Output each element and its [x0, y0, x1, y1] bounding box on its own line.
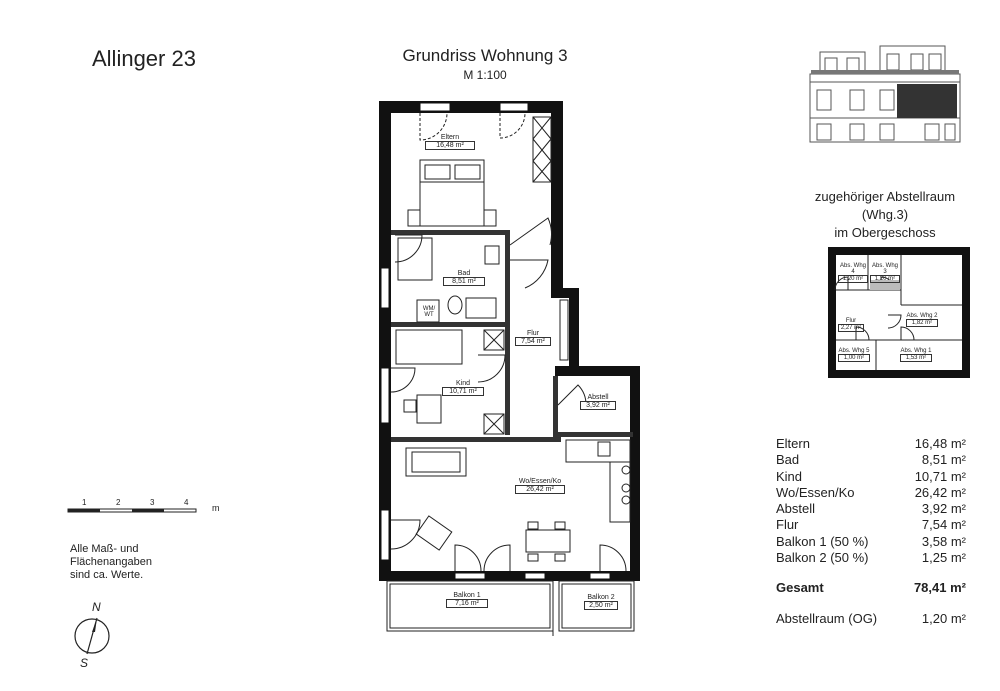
room-balkon1 — [446, 592, 488, 608]
storage-cell-flur — [838, 318, 864, 332]
wall — [379, 101, 563, 113]
storage-cell-w5 — [838, 348, 870, 362]
area-row — [776, 485, 966, 501]
area-value: 3,92 m² — [921, 501, 966, 517]
scale-tick: 3 — [150, 498, 155, 507]
storage-cell-name: Abs. Whg 4 — [839, 263, 866, 275]
storage-cell-w2 — [906, 313, 938, 327]
storage-cell-name: Abs. Whg 3 — [871, 263, 898, 275]
storage-cell-area: 1,82 m² — [906, 319, 938, 327]
area-value: 3,58 m² — [921, 533, 966, 549]
storage-cell-area: 1,20 m² — [870, 275, 900, 283]
storage-cell-area: 1,20 m² — [838, 275, 868, 283]
address-title: Allinger 23 — [92, 46, 196, 71]
room-balkon2 — [584, 594, 618, 610]
room-area: 26,42 m² — [515, 485, 565, 494]
floor-plan — [370, 95, 670, 640]
room-name: Flur — [526, 330, 540, 337]
room-name: Eltern — [440, 134, 460, 141]
area-total-value: 78,41 m² — [913, 580, 966, 596]
storage-cell-area: 1,00 m² — [838, 354, 870, 362]
area-value: 1,25 m² — [921, 550, 966, 566]
area-label: Balkon 2 (50 %) — [776, 550, 869, 566]
storage-cell-w4 — [838, 263, 868, 283]
area-row — [776, 534, 966, 550]
compass-south: S — [80, 656, 89, 670]
compass — [66, 600, 126, 670]
area-row — [776, 550, 966, 566]
area-label: Bad — [776, 452, 800, 468]
plan-title: Grundriss Wohnung 3 — [402, 46, 568, 65]
measurement-note — [70, 543, 152, 582]
room-name: Kind — [455, 380, 470, 387]
room-name: Bad — [457, 270, 471, 277]
building-facade-image — [805, 44, 965, 144]
room-eltern — [425, 134, 475, 150]
wall — [630, 366, 640, 581]
storage-cell-area: 1,53 m² — [900, 354, 932, 362]
room-name: Balkon 2 — [587, 594, 615, 601]
scale-tick: 1 — [82, 498, 87, 507]
storage-cell-name: Abs. Whg 2 — [906, 313, 938, 319]
area-og-row — [776, 611, 966, 627]
room-name: Balkon 1 — [453, 592, 481, 599]
area-table — [776, 436, 966, 627]
room-area: 7,16 m² — [446, 599, 488, 608]
storage-heading-line2: (Whg.3) — [861, 207, 909, 222]
storage-cell-name: Abs. Whg 5 — [838, 348, 870, 354]
room-name: Abstell — [587, 394, 609, 401]
area-label: Wo/Essen/Ko — [776, 484, 855, 500]
area-row — [776, 517, 966, 533]
room-abstell — [580, 394, 616, 410]
area-value: 8,51 m² — [921, 452, 966, 468]
room-name: Wo/Essen/Ko — [518, 478, 562, 485]
room-kind — [442, 380, 484, 396]
storage-cell-area: 2,27 m² — [838, 324, 864, 332]
area-total-label: Gesamt — [776, 580, 824, 596]
storage-cell-w1 — [900, 348, 932, 362]
area-row — [776, 501, 966, 517]
compass-north: N — [92, 600, 101, 614]
note-line: Flächenangaben — [70, 556, 152, 568]
scale-tick: 2 — [116, 498, 121, 507]
wall — [379, 101, 391, 581]
area-label: Kind — [776, 468, 803, 484]
wall — [569, 288, 579, 366]
room-bad — [443, 270, 485, 286]
plan-scale: M 1:100 — [463, 68, 507, 82]
storage-cell-name: Abs. Whg 1 — [900, 348, 932, 354]
wall — [555, 366, 640, 376]
area-row — [776, 469, 966, 485]
storage-heading-line1: zugehöriger Abstellraum — [814, 189, 956, 204]
room-wm: WM/ WT — [422, 306, 436, 318]
area-value: 16,48 m² — [914, 436, 966, 451]
area-row — [776, 452, 966, 468]
room-area: 3,92 m² — [580, 401, 616, 410]
area-value: 26,42 m² — [914, 484, 966, 500]
area-value: 10,71 m² — [914, 468, 966, 484]
room-area: 8,51 m² — [443, 277, 485, 286]
scale-bar — [66, 498, 226, 523]
area-value: 7,54 m² — [921, 517, 966, 533]
storage-heading-line3: im Obergeschoss — [834, 225, 936, 240]
room-area: 7,54 m² — [515, 337, 551, 346]
storage-cell-w3 — [870, 263, 900, 283]
area-label: Abstell — [776, 501, 816, 517]
storage-cell-name: Flur — [845, 318, 857, 324]
room-area: 10,71 m² — [442, 387, 484, 396]
wall — [551, 101, 563, 291]
room-area: 16,48 m² — [425, 141, 475, 150]
area-label: Eltern — [776, 436, 810, 451]
area-og-label: Abstellraum (OG) — [776, 610, 878, 626]
storage-heading — [800, 188, 970, 242]
room-flur — [515, 330, 551, 346]
area-total-row — [776, 580, 966, 596]
area-label: Flur — [776, 517, 799, 533]
room-wohnen — [515, 478, 565, 494]
area-og-value: 1,20 m² — [921, 610, 966, 626]
room-area: 2,50 m² — [584, 601, 618, 610]
area-row — [776, 436, 966, 452]
note-line: sind ca. Werte. — [70, 569, 144, 581]
area-label: Balkon 1 (50 %) — [776, 533, 869, 549]
scale-tick: 4 — [184, 498, 189, 507]
note-line: Alle Maß- und — [70, 543, 139, 555]
scale-unit: m — [212, 503, 220, 513]
